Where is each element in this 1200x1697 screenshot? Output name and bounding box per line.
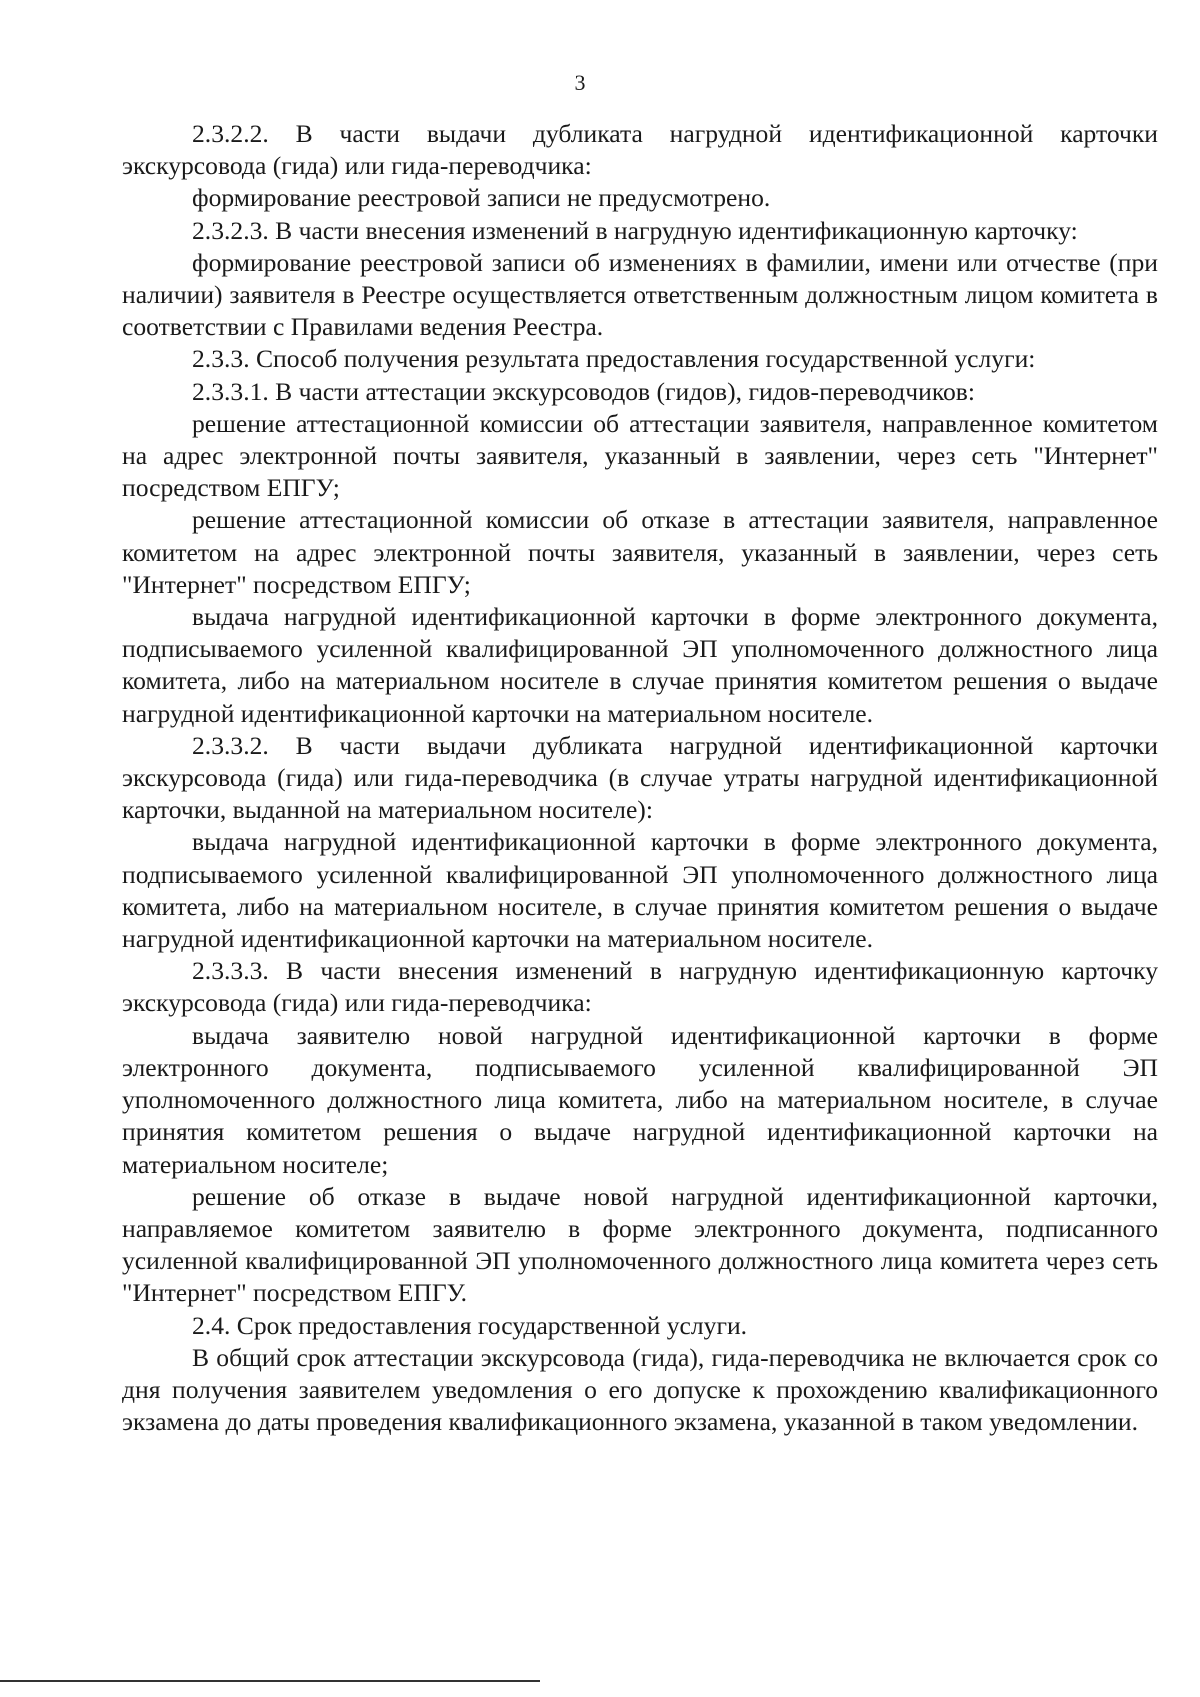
paragraph-card-issuance: выдача нагрудной идентификационной карточки в форме электронного документа, подписываемого усиленной квалифицированной ЭП уполномоченного должностного лица комитета, либо на материальном носителе в случае принятия комитетом решения о выдаче нагрудной идентификационной карточки на материальном носителе. xyxy=(122,602,1158,728)
paragraph-new-card-issuance: выдача заявителю новой нагрудной идентификационной карточки в форме электронного документа, подписываемого усиленной квалифицированной ЭП уполномоченного должностного лица комитета, либо на материальном носителе, в случае принятия комитетом решения о выдаче нагрудной идентификационной карточки на материальном носителе; xyxy=(122,1020,1158,1179)
paragraph-attestation-decision: решение аттестационной комиссии об аттестации заявителя, направленное комитетом на адрес электронной почты заявителя, указанный в заявлении, через сеть "Интернет" посредством ЕПГУ; xyxy=(122,408,1158,503)
paragraph-new-card-refusal: решение об отказе в выдаче новой нагрудной идентификационной карточки, направляемое комитетом заявителю в форме электронного документа, подписанного усиленной квалифицированной ЭП уполномоченного должностного лица комитета через сеть "Интернет" посредством ЕПГУ. xyxy=(122,1181,1158,1308)
page-number: 3 xyxy=(574,70,586,95)
paragraph-2-3-3-3: 2.3.3.3. В части внесения изменений в нагрудную идентификационную карточку экскурсовода (гида) или гида-переводчика: xyxy=(122,956,1158,1018)
paragraph-2-4: 2.4. Срок предоставления государственной услуги. xyxy=(192,1310,748,1340)
paragraph-attestation-refusal: решение аттестационной комиссии об отказе в аттестации заявителя, направленное комитетом на адрес электронной почты заявителя, указанный в заявлении, через сеть "Интернет" посредством ЕПГУ; xyxy=(122,505,1158,599)
paragraph-2-3-3-2: 2.3.3.2. В части выдачи дубликата нагрудной идентификационной карточки экскурсовода (гида) или гида-переводчика (в случае утраты нагрудной идентификационной карточки, выданной на материальном носителе): xyxy=(122,730,1158,825)
document-body xyxy=(122,118,1158,1438)
paragraph-duplicate-issuance: выдача нагрудной идентификационной карточки в форме электронного документа, подписываемого усиленной квалифицированной ЭП уполномоченного должностного лица комитета, либо на материальном носителе, в случае принятия комитетом решения о выдаче нагрудной идентификационной карточки на материальном носителе. xyxy=(122,827,1158,954)
paragraph-2-3-3-1: 2.3.3.1. В части аттестации экскурсоводов (гидов), гидов-переводчиков: xyxy=(192,376,975,406)
paragraph-2-3-2-3: 2.3.2.3. В части внесения изменений в нагрудную идентификационную карточку: xyxy=(192,215,1078,245)
paragraph-term-exclusion: В общий срок аттестации экскурсовода (гида), гида-переводчика не включается срок со дня получения заявителем уведомления о его допуске к прохождению квалификационного экзамена до даты проведения квалификационного экзамена, указанной в таком уведомлении. xyxy=(122,1342,1158,1437)
paragraph-2-3-2-2: 2.3.2.2. В части выдачи дубликата нагрудной идентификационной карточки экскурсовода (гида) или гида-переводчика: xyxy=(122,119,1158,181)
paragraph-registry-not-provided: формирование реестровой записи не предусмотрено. xyxy=(192,183,771,213)
paragraph-registry-changes: формирование реестровой записи об изменениях в фамилии, имени или отчестве (при наличии) заявителя в Реестре осуществляется ответственным должностным лицом комитета в соответствии с Правилами ведения Реестра. xyxy=(122,247,1158,342)
paragraph-2-3-3: 2.3.3. Способ получения результата предоставления государственной услуги: xyxy=(192,344,1036,374)
bottom-edge-line xyxy=(0,1680,540,1682)
